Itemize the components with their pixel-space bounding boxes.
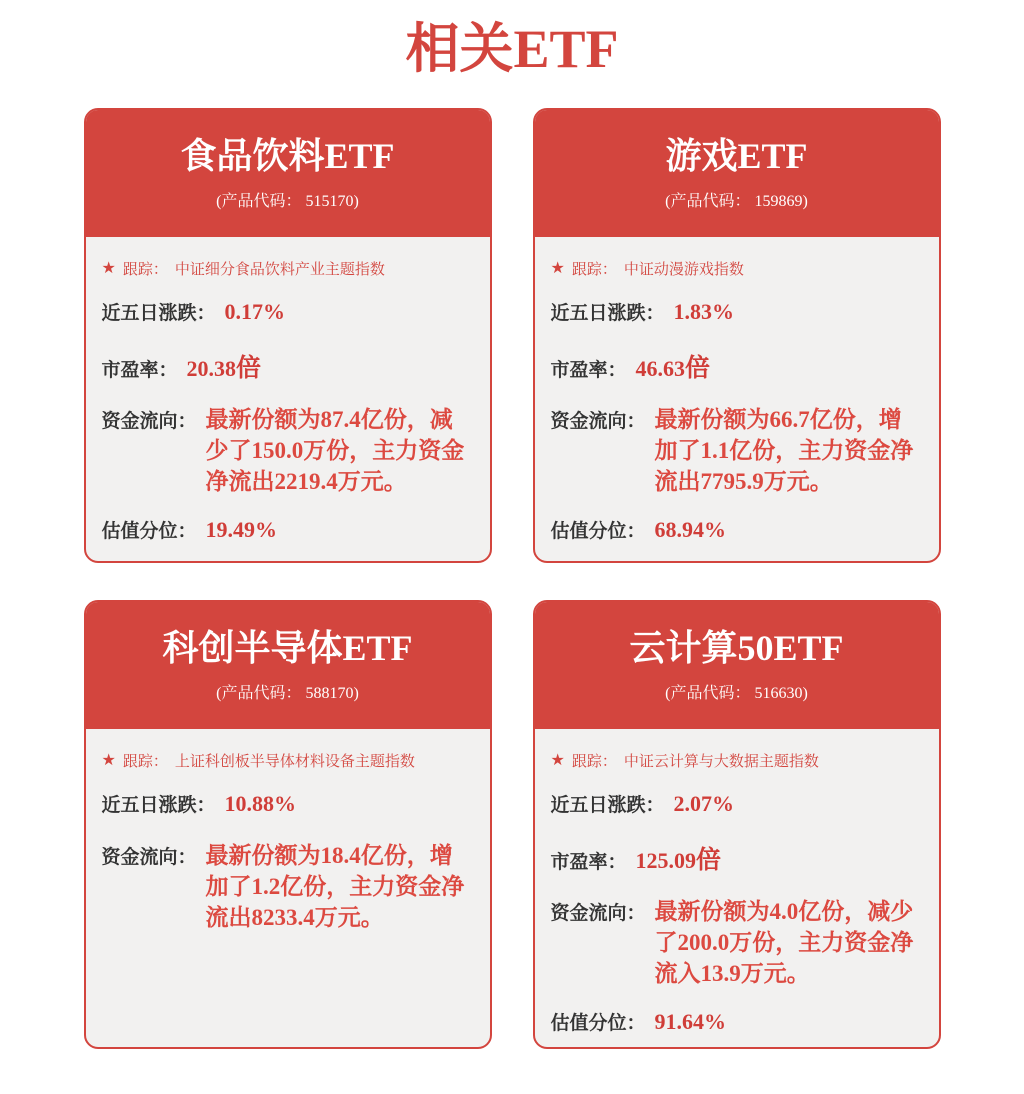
- pe-unit: 倍: [236, 353, 262, 382]
- pe-value: 46.63: [635, 355, 686, 381]
- flow-row: [102, 840, 474, 933]
- etf-card-food-beverage: [84, 108, 492, 563]
- star-icon: ★: [101, 751, 116, 769]
- pe-label: 市盈率：: [101, 359, 178, 381]
- change-row: [551, 791, 923, 820]
- card-header: [84, 108, 492, 237]
- card-product-code: (产品代码： 588170): [216, 685, 359, 703]
- tracking-row: [551, 750, 923, 771]
- etf-card-cloud-computing: [533, 600, 941, 1049]
- flow-label: 资金流向：: [550, 411, 646, 433]
- card-header: [533, 108, 941, 237]
- pe-label: 市盈率：: [550, 359, 627, 381]
- pe-label: 市盈率：: [550, 851, 627, 873]
- card-product-code: (产品代码： 159869): [665, 193, 808, 211]
- tracking-row: [102, 258, 474, 279]
- valuation-row: [551, 517, 923, 546]
- change-row: [102, 299, 474, 328]
- card-body: [86, 237, 490, 546]
- star-icon: ★: [550, 259, 565, 277]
- card-title: 科创半导体ETF: [162, 628, 413, 669]
- tracking-row: [551, 258, 923, 279]
- change-value: 2.07%: [673, 791, 735, 817]
- tracking-label: 跟踪：: [122, 753, 168, 771]
- change-label: 近五日涨跌：: [101, 303, 216, 325]
- change-label: 近五日涨跌：: [550, 795, 665, 817]
- pe-unit: 倍: [685, 353, 711, 382]
- flow-value: 最新份额为4.0亿份，减少了200.0万份，主力资金净流入13.9万元。: [654, 899, 914, 987]
- flow-row: [551, 404, 923, 497]
- flow-value: 最新份额为66.7亿份，增加了1.1亿份，主力资金净流出7795.9万元。: [654, 407, 914, 495]
- change-value: 10.88%: [224, 791, 297, 817]
- tracking-label: 跟踪：: [571, 753, 617, 771]
- flow-row: [551, 896, 923, 989]
- card-body: [535, 729, 939, 1038]
- card-body: [535, 237, 939, 546]
- tracking-index: 中证云计算与大数据主题指数: [623, 753, 819, 771]
- tracking-label: 跟踪：: [122, 261, 168, 279]
- etf-card-star-semiconductor: [84, 600, 492, 1049]
- valuation-label: 估值分位：: [550, 521, 646, 543]
- card-header: [84, 600, 492, 729]
- valuation-value: 91.64%: [654, 1009, 727, 1035]
- card-title: 食品饮料ETF: [180, 136, 395, 177]
- valuation-row: [551, 1009, 923, 1038]
- tracking-index: 中证细分食品饮料产业主题指数: [174, 261, 385, 279]
- valuation-label: 估值分位：: [550, 1013, 646, 1035]
- valuation-value: 68.94%: [654, 517, 727, 543]
- flow-label: 资金流向：: [101, 846, 197, 868]
- flow-value: 最新份额为87.4亿份，减少了150.0万份，主力资金净流出2219.4万元。: [205, 407, 465, 495]
- tracking-row: [102, 750, 474, 771]
- etf-grid: [84, 108, 941, 1049]
- tracking-label: 跟踪：: [571, 261, 617, 279]
- change-value: 1.83%: [673, 299, 735, 325]
- flow-row: [102, 404, 474, 497]
- valuation-row: [102, 517, 474, 546]
- tracking-index: 中证动漫游戏指数: [623, 261, 744, 279]
- change-row: [102, 791, 474, 820]
- change-row: [551, 299, 923, 328]
- card-header: [533, 600, 941, 729]
- change-value: 0.17%: [224, 299, 286, 325]
- card-product-code: (产品代码： 515170): [216, 193, 359, 211]
- pe-row: [551, 348, 923, 385]
- page-title: 相关ETF: [405, 19, 619, 79]
- pe-value: 20.38: [186, 355, 237, 381]
- tracking-index: 上证科创板半导体材料设备主题指数: [174, 753, 415, 771]
- etf-card-game: [533, 108, 941, 563]
- flow-label: 资金流向：: [550, 903, 646, 925]
- star-icon: ★: [550, 751, 565, 769]
- pe-row: [551, 840, 923, 877]
- card-body: [86, 729, 490, 933]
- card-title: 云计算50ETF: [629, 628, 844, 669]
- valuation-label: 估值分位：: [101, 521, 197, 543]
- card-title: 游戏ETF: [665, 136, 808, 177]
- star-icon: ★: [101, 259, 116, 277]
- flow-label: 资金流向：: [101, 411, 197, 433]
- pe-row: [102, 348, 474, 385]
- change-label: 近五日涨跌：: [101, 795, 216, 817]
- pe-value: 125.09: [635, 847, 697, 873]
- card-product-code: (产品代码： 516630): [665, 685, 808, 703]
- change-label: 近五日涨跌：: [550, 303, 665, 325]
- flow-value: 最新份额为18.4亿份，增加了1.2亿份，主力资金净流出8233.4万元。: [205, 842, 465, 930]
- valuation-value: 19.49%: [205, 517, 278, 543]
- pe-unit: 倍: [696, 845, 722, 874]
